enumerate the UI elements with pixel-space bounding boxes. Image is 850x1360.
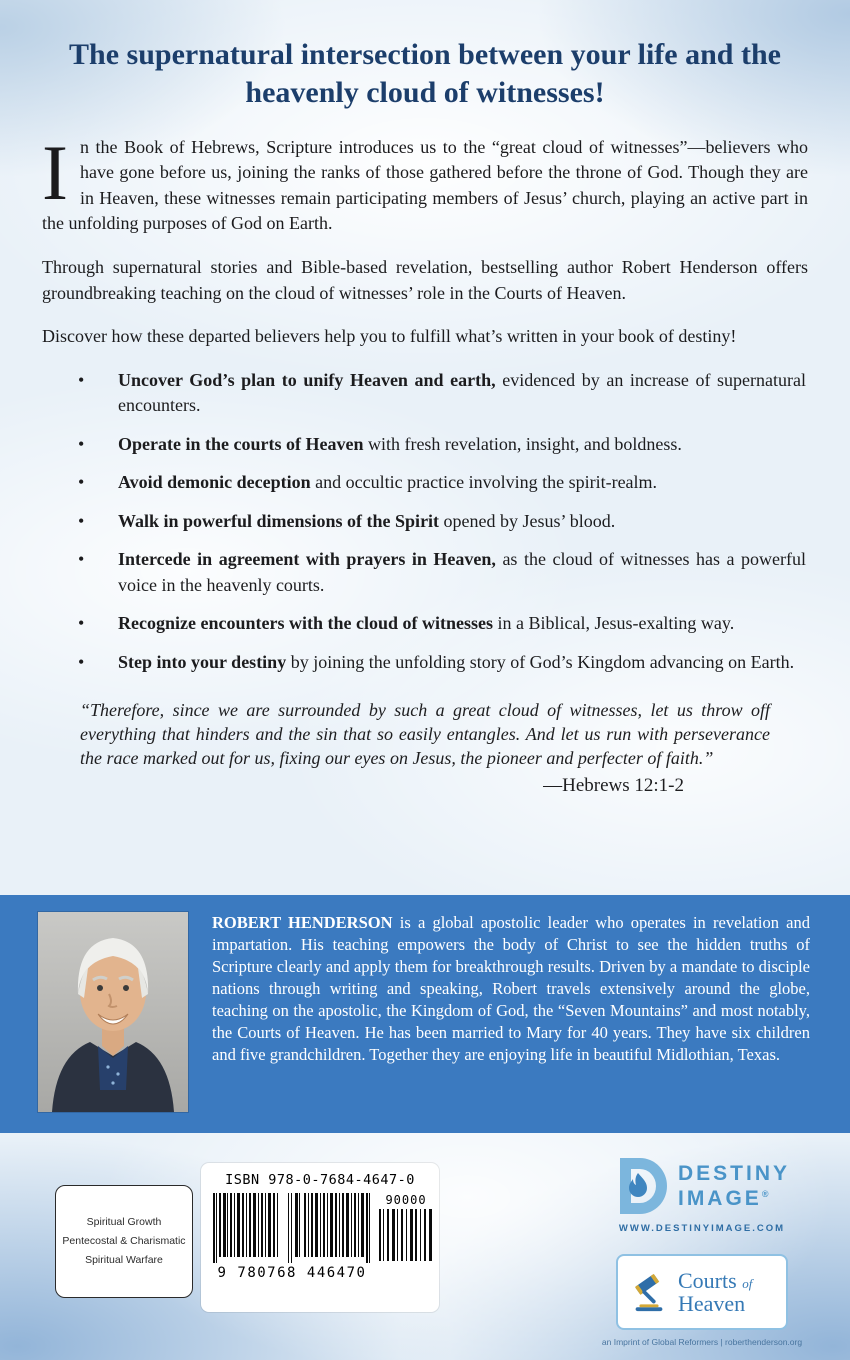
price-code: 90000 [385,1193,427,1207]
imprint-tagline: an Imprint of Global Reformers | roberthenderson.org [601,1337,803,1347]
publisher-name-line2: IMAGE [677,1187,762,1210]
footer-strip [0,1133,850,1360]
quote-attribution: —Hebrews 12:1-2 [543,774,684,796]
drop-cap: I [42,128,68,216]
barcode-digits: 9 780768 446470 [217,1265,367,1281]
bullet-lead: Step into your destiny [118,651,287,672]
destiny-image-logo [614,1157,790,1215]
author-photo [38,912,188,1112]
bullet-rest: as the cloud of witnesses has a powerful voice in the heavenly courts. [118,549,807,595]
bullet-rest: by joining the unfolding story of God’s Kingdom advancing on Earth. [290,651,795,672]
feature-bullet-list [42,368,808,676]
imprint-word-heaven: Heaven [678,1291,746,1316]
paragraph-discover: Discover how these departed believers help you to fulfill what’s written in your book of destiny! [42,326,737,347]
registered-mark: ® [761,1189,769,1199]
category-box [55,1185,193,1298]
barcode [213,1193,371,1263]
publisher-url: WWW.DESTINYIMAGE.COM [618,1223,786,1234]
bullet-item [42,509,808,535]
bullet-lead: Avoid demonic deception [118,472,311,493]
bullet-item [42,470,808,496]
bullet-item [42,650,808,676]
bullet-item [42,432,808,458]
author-name: ROBERT HENDERSON [212,913,393,932]
author-bio-body: is a global apostolic leader who operates in revelation and impartation. His teaching empowers the body of Christ to see the hidden truths of Scripture clearly and apply them for breakthrough results. Driven by a mandate to disciple nations through writing and speaking, Robert travels extensively around the globe, teaching on the apostolic, the Kingdom of God, the “Seven Mountains” and most notably, the Courts of Heaven. He has been married to Mary for 40 years. They have six children and five grandchildren. Together they are enjoying life in beautiful Midlothian, Texas. [212,913,811,1064]
bullet-rest: opened by Jesus’ blood. [443,510,616,531]
bullet-lead: Uncover God’s plan to unify Heaven and earth, [118,369,496,390]
barcode-box [201,1163,439,1312]
bullet-lead: Operate in the courts of Heaven [118,433,364,454]
publisher-block [596,1157,808,1347]
bullet-lead: Walk in powerful dimensions of the Spirit [118,510,440,531]
destiny-image-wordmark [678,1161,790,1211]
author-portrait-illustration [38,912,188,1112]
gavel-icon [628,1269,670,1315]
courts-of-heaven-logo [616,1254,788,1330]
category-label: Spiritual Warfare [85,1254,163,1267]
paragraph-author-teaching: Through supernatural stories and Bible-based revelation, bestselling author Robert Henderson offers groundbreaking teaching on the cloud of witnesses’ role in the Courts of Heaven. [42,256,808,303]
author-bio-band [0,895,850,1133]
bullet-item [42,547,808,598]
bullet-rest: and occultic practice involving the spirit-realm. [315,472,658,493]
bullet-rest: in a Biblical, Jesus-exalting way. [497,613,735,634]
quote-text: “Therefore, since we are surrounded by such a great cloud of witnesses, let us throw off everything that hinders and the sin that so easily entangles. And let us run with perseverance the race marked out for us, fixing our eyes on Jesus, the pioneer and perfecter of faith.” [80,699,770,769]
category-label: Spiritual Growth [86,1215,162,1228]
intro-paragraph [42,128,808,237]
scripture-quote [80,698,770,797]
bullet-rest: evidenced by an increase of supernatural encounters. [118,369,807,416]
intro-text: n the Book of Hebrews, Scripture introduces us to the “great cloud of witnesses”—believers who have gone before us, joining the ranks of those gathered before the throne of God. Though they are in Heaven, these witnesses remain participating members of Jesus’ church, playing an active part in the unfolding purposes of God on Earth. [42,136,808,234]
bullet-item [42,611,808,637]
imprint-word-courts: Courts [678,1267,737,1293]
imprint-word-of: of [742,1275,753,1291]
courts-of-heaven-wordmark [678,1269,752,1315]
barcode-addon [379,1209,433,1261]
publisher-name-line1: DESTINY [677,1161,790,1185]
bullet-lead: Recognize encounters with the cloud of witnesses [118,613,493,634]
author-bio-text [212,912,810,1066]
bullet-lead: Intercede in agreement with prayers in Heaven, [118,549,496,570]
headline: The supernatural intersection between your life and the heavenly cloud of witnesses! [69,38,781,110]
bullet-item [42,368,808,419]
category-label: Pentecostal & Charismatic [62,1234,186,1247]
isbn-label: ISBN 978-0-7684-4647-0 [225,1172,415,1188]
destiny-image-logo-icon [614,1157,668,1215]
bullet-rest: with fresh revelation, insight, and boldness. [367,433,682,454]
